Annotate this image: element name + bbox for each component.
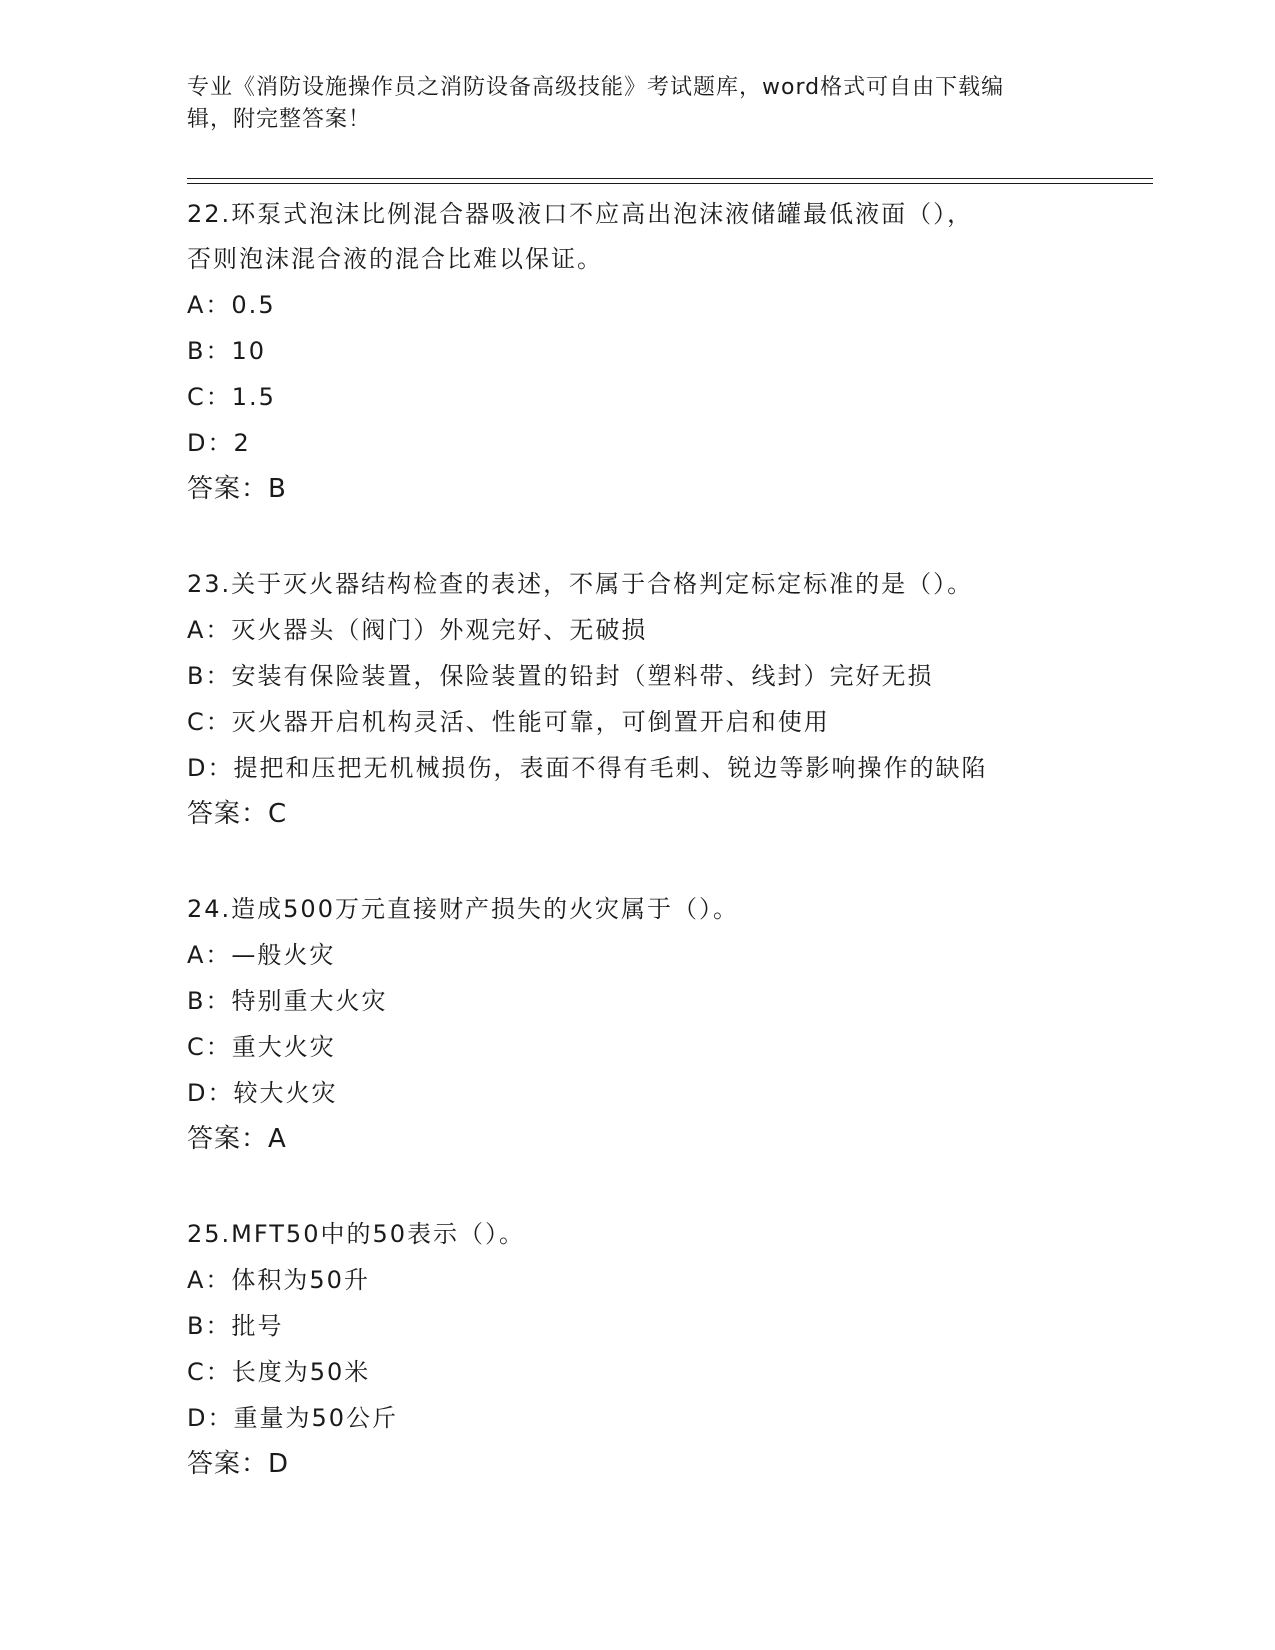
header-divider-top: [187, 178, 1153, 179]
document-header: [187, 72, 1067, 136]
header-line-2: 辑，附完整答案！: [187, 107, 372, 132]
option-a: A：0.5: [187, 291, 276, 319]
option-c: C：1.5: [187, 383, 276, 411]
answer: 答案：C: [187, 799, 288, 829]
option-a: A：灭火器头（阀门）外观完好、无破损: [187, 616, 648, 644]
option-c: C：长度为50米: [187, 1358, 371, 1386]
option-a: A：体积为50升: [187, 1266, 370, 1294]
answer: 答案：B: [187, 474, 287, 504]
option-d: D：重量为50公斤: [187, 1404, 399, 1432]
option-c: C：重大火灾: [187, 1033, 336, 1061]
question-24: [187, 887, 1147, 1162]
option-d: D：较大火灾: [187, 1079, 338, 1107]
question-stem: 22.环泵式泡沫比例混合器吸液口不应高出泡沫液储罐最低液面（），: [187, 200, 974, 228]
option-b: B：10: [187, 337, 267, 365]
answer: 答案：A: [187, 1124, 287, 1154]
question-25: [187, 1212, 1147, 1487]
option-a: A：—般火灾: [187, 941, 336, 969]
question-stem: 23.关于灭火器结构检查的表述，不属于合格判定标定标准的是（）。: [187, 570, 974, 598]
option-b: B：安装有保险装置，保险装置的铅封（塑料带、线封）完好无损: [187, 662, 934, 690]
option-b: B：批号: [187, 1312, 284, 1340]
header-divider-bottom: [187, 183, 1153, 184]
question-23: [187, 562, 1147, 837]
option-d: D：2: [187, 429, 251, 457]
option-b: B：特别重大火灾: [187, 987, 388, 1015]
answer: 答案：D: [187, 1449, 290, 1479]
question-list: [187, 192, 1147, 1537]
header-line-1: 专业《消防设施操作员之消防设备高级技能》考试题库，word格式可自由下载编: [187, 75, 1005, 100]
option-c: C：灭火器开启机构灵活、性能可靠，可倒置开启和使用: [187, 708, 830, 736]
question-22: [187, 192, 1147, 512]
question-stem: 25.MFT50中的50表示（）。: [187, 1220, 525, 1248]
option-d: D：提把和压把无机械损伤，表面不得有毛刺、锐边等影响操作的缺陷: [187, 754, 988, 782]
question-stem: 否则泡沫混合液的混合比难以保证。: [187, 245, 603, 273]
question-stem: 24.造成500万元直接财产损失的火灾属于（）。: [187, 895, 739, 923]
